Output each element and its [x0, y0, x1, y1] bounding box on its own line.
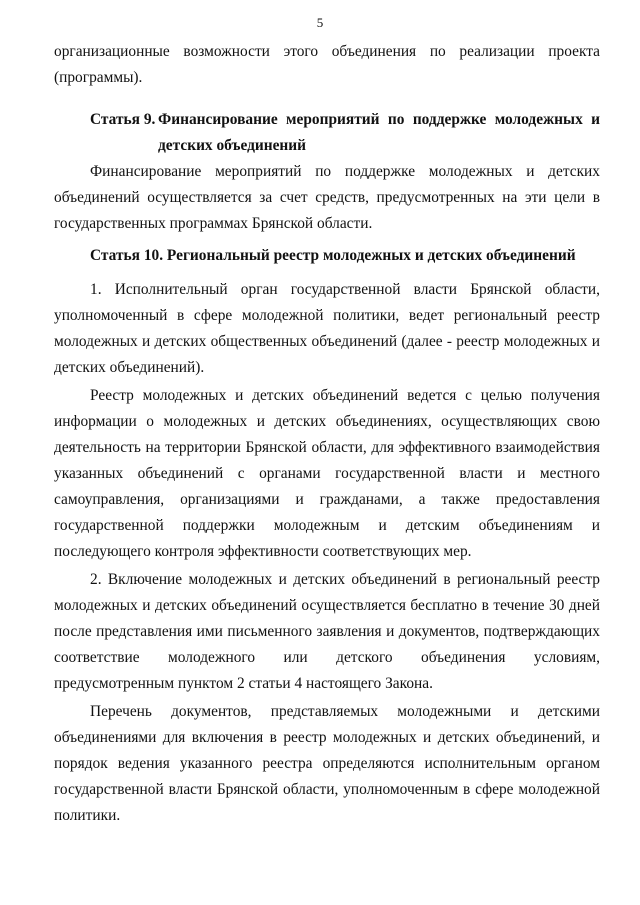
paragraph-article-10-item-1: 1. Исполнительный орган государственной власти Брянской области, уполномоченный в сфере молодежной политики, ведет региональный реестр молодежных и детских общественных объединений (далее - реестр молодежных и детских объединений).	[54, 281, 600, 376]
article-10-heading: Статья 10. Региональный реестр молодежных и детских объединений	[90, 247, 576, 264]
paragraph-article-9: Финансирование мероприятий по поддержке молодежных и детских объединений осуществляется за счет средств, предусмотренных на эти цели в государственных программах Брянской области.	[54, 163, 600, 232]
paragraph-article-10-registry-purpose: Реестр молодежных и детских объединений ведется с целью получения информации о молодежных и детских объединениях, осуществляющих свою деятельность на территории Брянской области, для эффективного взаимодействия указанных объединений с органами государственной власти и местного самоуправления, организациями и гражданами, а также предоставления государственной поддержки молодежным и детским объединениям и последующего контроля эффективности соответствующих мер.	[54, 387, 600, 560]
document-body	[54, 39, 600, 829]
paragraph-article-10-documents: Перечень документов, представляемых молодежными и детскими объединениями для включения в реестр молодежных и детских объединений, и порядок ведения указанного реестра определяются исполнительным органом государственной власти Брянской области, уполномоченным в сфере молодежной политики.	[54, 703, 600, 824]
paragraph-article-10-item-2: 2. Включение молодежных и детских объединений в региональный реестр молодежных и детских объединений осуществляется бесплатно в течение 30 дней после представления ими письменного заявления и документов, подтверждающих соответствие молодежного или детского объединения условиям, предусмотренным пунктом 2 статьи 4 настоящего Закона.	[54, 571, 600, 692]
page-number: 5	[316, 15, 324, 30]
article-9-number: Статья 9.	[90, 111, 156, 128]
article-9-title: Финансирование мероприятий по поддержке молодежных и детских объединений	[158, 111, 600, 154]
article-9-heading	[54, 107, 600, 159]
paragraph-intro-continuation: организационные возможности этого объединения по реализации проекта (программы).	[54, 43, 600, 86]
